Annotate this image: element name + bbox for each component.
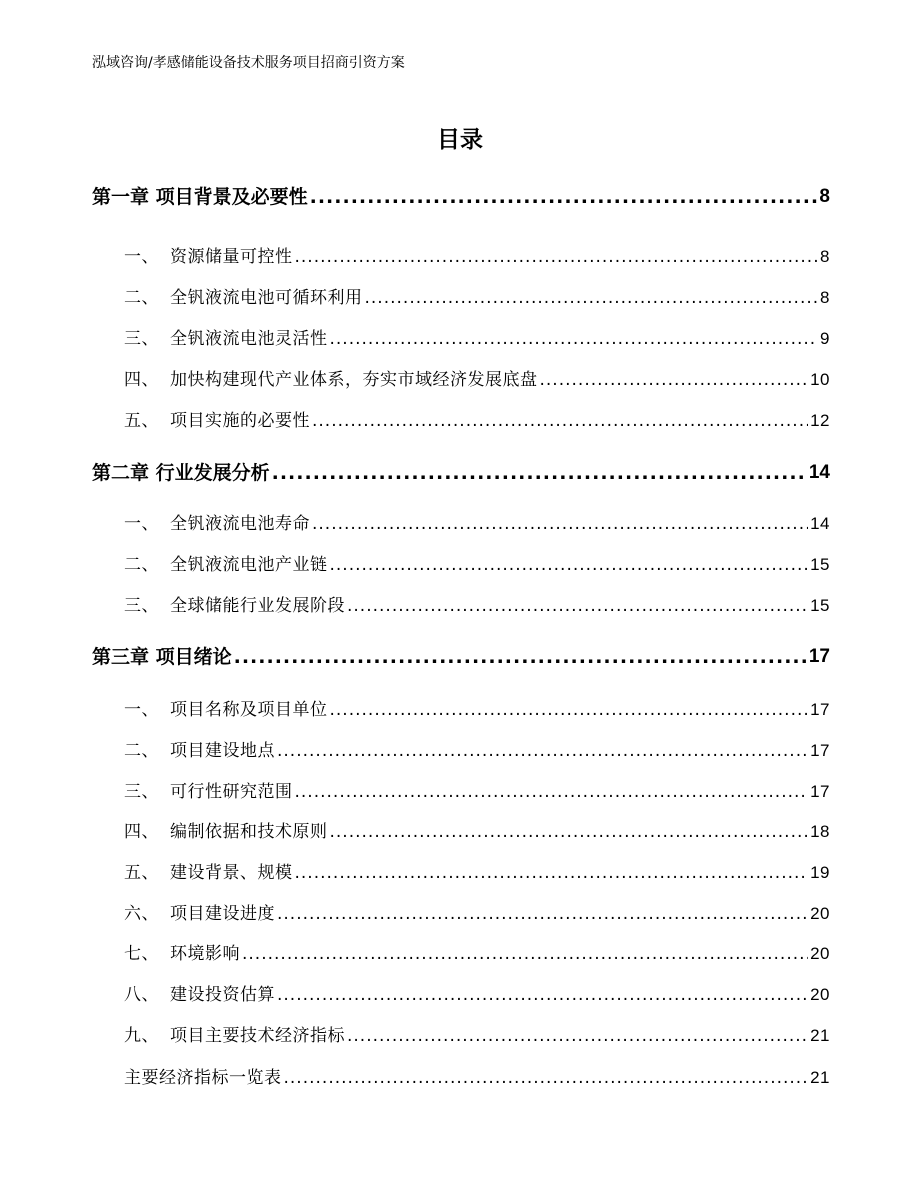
toc-page-number: 20 xyxy=(810,904,830,923)
toc-section-number: 三、 xyxy=(124,329,159,349)
toc-label xyxy=(124,368,538,392)
toc-page-number: 14 xyxy=(810,514,830,533)
toc-page-number: 15 xyxy=(810,555,830,574)
toc-section-title: 全钒液流电池寿命 xyxy=(170,514,310,534)
toc-section[interactable] xyxy=(124,286,830,310)
toc-leader xyxy=(277,739,808,763)
toc-section-title: 建设背景、规模 xyxy=(170,863,293,883)
toc-label xyxy=(124,286,363,310)
toc-section-title: 全钒液流电池可循环利用 xyxy=(170,288,363,308)
toc-page-number: 14 xyxy=(808,462,830,483)
toc-page-number: 19 xyxy=(810,863,830,882)
toc-page-number: 17 xyxy=(810,741,830,760)
toc-label xyxy=(124,698,328,722)
toc-label xyxy=(124,594,345,618)
toc-section[interactable] xyxy=(124,245,830,269)
toc-section-number: 七、 xyxy=(124,944,159,964)
toc-section-number: 九、 xyxy=(124,1026,159,1046)
toc-section-title: 全钒液流电池产业链 xyxy=(170,555,328,575)
toc-section-number: 三、 xyxy=(124,782,159,802)
toc-leader xyxy=(242,942,808,966)
toc-section-number: 二、 xyxy=(124,288,159,308)
toc-leader xyxy=(330,553,809,577)
toc-section-title: 项目名称及项目单位 xyxy=(170,700,328,720)
toc-label: 主要经济指标一览表 xyxy=(124,1068,282,1088)
toc-page-number: 17 xyxy=(808,646,830,667)
toc-leader xyxy=(347,1024,808,1048)
toc-label xyxy=(124,553,328,577)
toc-leader xyxy=(295,245,819,269)
toc-page-number: 20 xyxy=(810,985,830,1004)
toc-page-number: 17 xyxy=(810,782,830,801)
toc-leader xyxy=(295,780,809,804)
toc-leader xyxy=(234,644,807,670)
toc-section-title: 项目建设地点 xyxy=(170,741,275,761)
toc-section-number: 一、 xyxy=(124,514,159,534)
running-header: 泓域咨询/孝感储能设备技术服务项目招商引资方案 xyxy=(92,55,405,71)
toc-section-number: 二、 xyxy=(124,741,159,761)
toc-label: 第一章 项目背景及必要性 xyxy=(92,186,308,208)
toc-section-title: 可行性研究范围 xyxy=(170,782,293,802)
toc-section-title: 项目建设进度 xyxy=(170,904,275,924)
toc-page-number: 12 xyxy=(810,411,830,430)
toc-section-number: 一、 xyxy=(124,700,159,720)
toc-leader xyxy=(277,902,808,926)
toc-section[interactable] xyxy=(124,594,830,618)
toc-leader xyxy=(312,409,808,433)
toc-label xyxy=(124,409,310,433)
toc-section[interactable] xyxy=(124,820,830,844)
toc-label xyxy=(124,512,310,536)
toc-label xyxy=(124,983,275,1007)
toc-leader xyxy=(312,512,808,536)
toc-chapter-3[interactable] xyxy=(92,644,830,670)
toc-page-number: 15 xyxy=(810,596,830,615)
toc-page-number: 17 xyxy=(810,700,830,719)
toc-section-number: 四、 xyxy=(124,822,159,842)
toc-page-number: 21 xyxy=(810,1026,830,1045)
toc-section-number: 一、 xyxy=(124,247,159,267)
toc-section[interactable] xyxy=(124,942,830,966)
toc-label: 第三章 项目绪论 xyxy=(92,646,232,668)
toc-section-title: 全钒液流电池灵活性 xyxy=(170,329,328,349)
toc-label xyxy=(124,942,240,966)
toc-section[interactable] xyxy=(124,902,830,926)
toc-section-number: 三、 xyxy=(124,596,159,616)
toc-section[interactable] xyxy=(124,698,830,722)
toc-page-number: 8 xyxy=(820,247,830,266)
toc-page-number: 10 xyxy=(810,370,830,389)
toc-section-number: 二、 xyxy=(124,555,159,575)
toc-label xyxy=(124,820,328,844)
toc-page-number: 9 xyxy=(820,329,830,348)
toc-section-title: 加快构建现代产业体系，夯实市域经济发展底盘 xyxy=(170,370,538,390)
toc-leader xyxy=(272,460,807,486)
toc-leader xyxy=(347,594,808,618)
toc-leader xyxy=(540,368,809,392)
toc-label xyxy=(124,861,293,885)
toc-leader xyxy=(295,861,809,885)
toc-section[interactable] xyxy=(124,553,830,577)
toc-section-number: 五、 xyxy=(124,863,159,883)
toc-section[interactable] xyxy=(124,739,830,763)
toc-leader xyxy=(310,184,818,210)
toc-section-title: 环境影响 xyxy=(170,944,240,964)
toc-leader xyxy=(330,820,809,844)
toc-section[interactable] xyxy=(124,780,830,804)
toc-section-number: 四、 xyxy=(124,370,159,390)
toc-page-number: 18 xyxy=(810,822,830,841)
toc-section-number: 六、 xyxy=(124,904,159,924)
toc-section-title: 项目主要技术经济指标 xyxy=(170,1026,345,1046)
toc-label xyxy=(124,739,275,763)
toc-section-title: 全球储能行业发展阶段 xyxy=(170,596,345,616)
toc-title: 目录 xyxy=(437,127,483,153)
toc-section[interactable] xyxy=(124,409,830,433)
toc-page-number: 20 xyxy=(810,944,830,963)
toc-label xyxy=(124,245,293,269)
toc-section[interactable] xyxy=(124,327,830,351)
toc-page-number: 21 xyxy=(810,1068,830,1087)
toc-section[interactable] xyxy=(124,1024,830,1048)
toc-label xyxy=(124,780,293,804)
toc-section-number: 五、 xyxy=(124,411,159,431)
toc-label xyxy=(124,1024,345,1048)
toc-leader xyxy=(284,1066,809,1090)
toc-section[interactable] xyxy=(124,512,830,536)
toc-section-title: 建设投资估算 xyxy=(170,985,275,1005)
toc-leader xyxy=(277,983,808,1007)
toc-leader xyxy=(330,698,809,722)
toc-section-number: 八、 xyxy=(124,985,159,1005)
toc-label xyxy=(124,327,328,351)
toc-section[interactable] xyxy=(124,983,830,1007)
toc-section-title: 资源储量可控性 xyxy=(170,247,293,267)
toc-subentry[interactable] xyxy=(124,1066,830,1090)
toc-section-title: 编制依据和技术原则 xyxy=(170,822,328,842)
toc-section-title: 项目实施的必要性 xyxy=(170,411,310,431)
toc-leader xyxy=(330,327,819,351)
toc-leader xyxy=(365,286,819,310)
toc-section[interactable] xyxy=(124,368,830,392)
toc-label xyxy=(124,902,275,926)
toc-page-number: 8 xyxy=(819,186,830,207)
toc-section[interactable] xyxy=(124,861,830,885)
toc-label: 第二章 行业发展分析 xyxy=(92,462,270,484)
toc-chapter-1[interactable] xyxy=(92,184,830,210)
toc-page-number: 8 xyxy=(820,288,830,307)
toc-chapter-2[interactable] xyxy=(92,460,830,486)
